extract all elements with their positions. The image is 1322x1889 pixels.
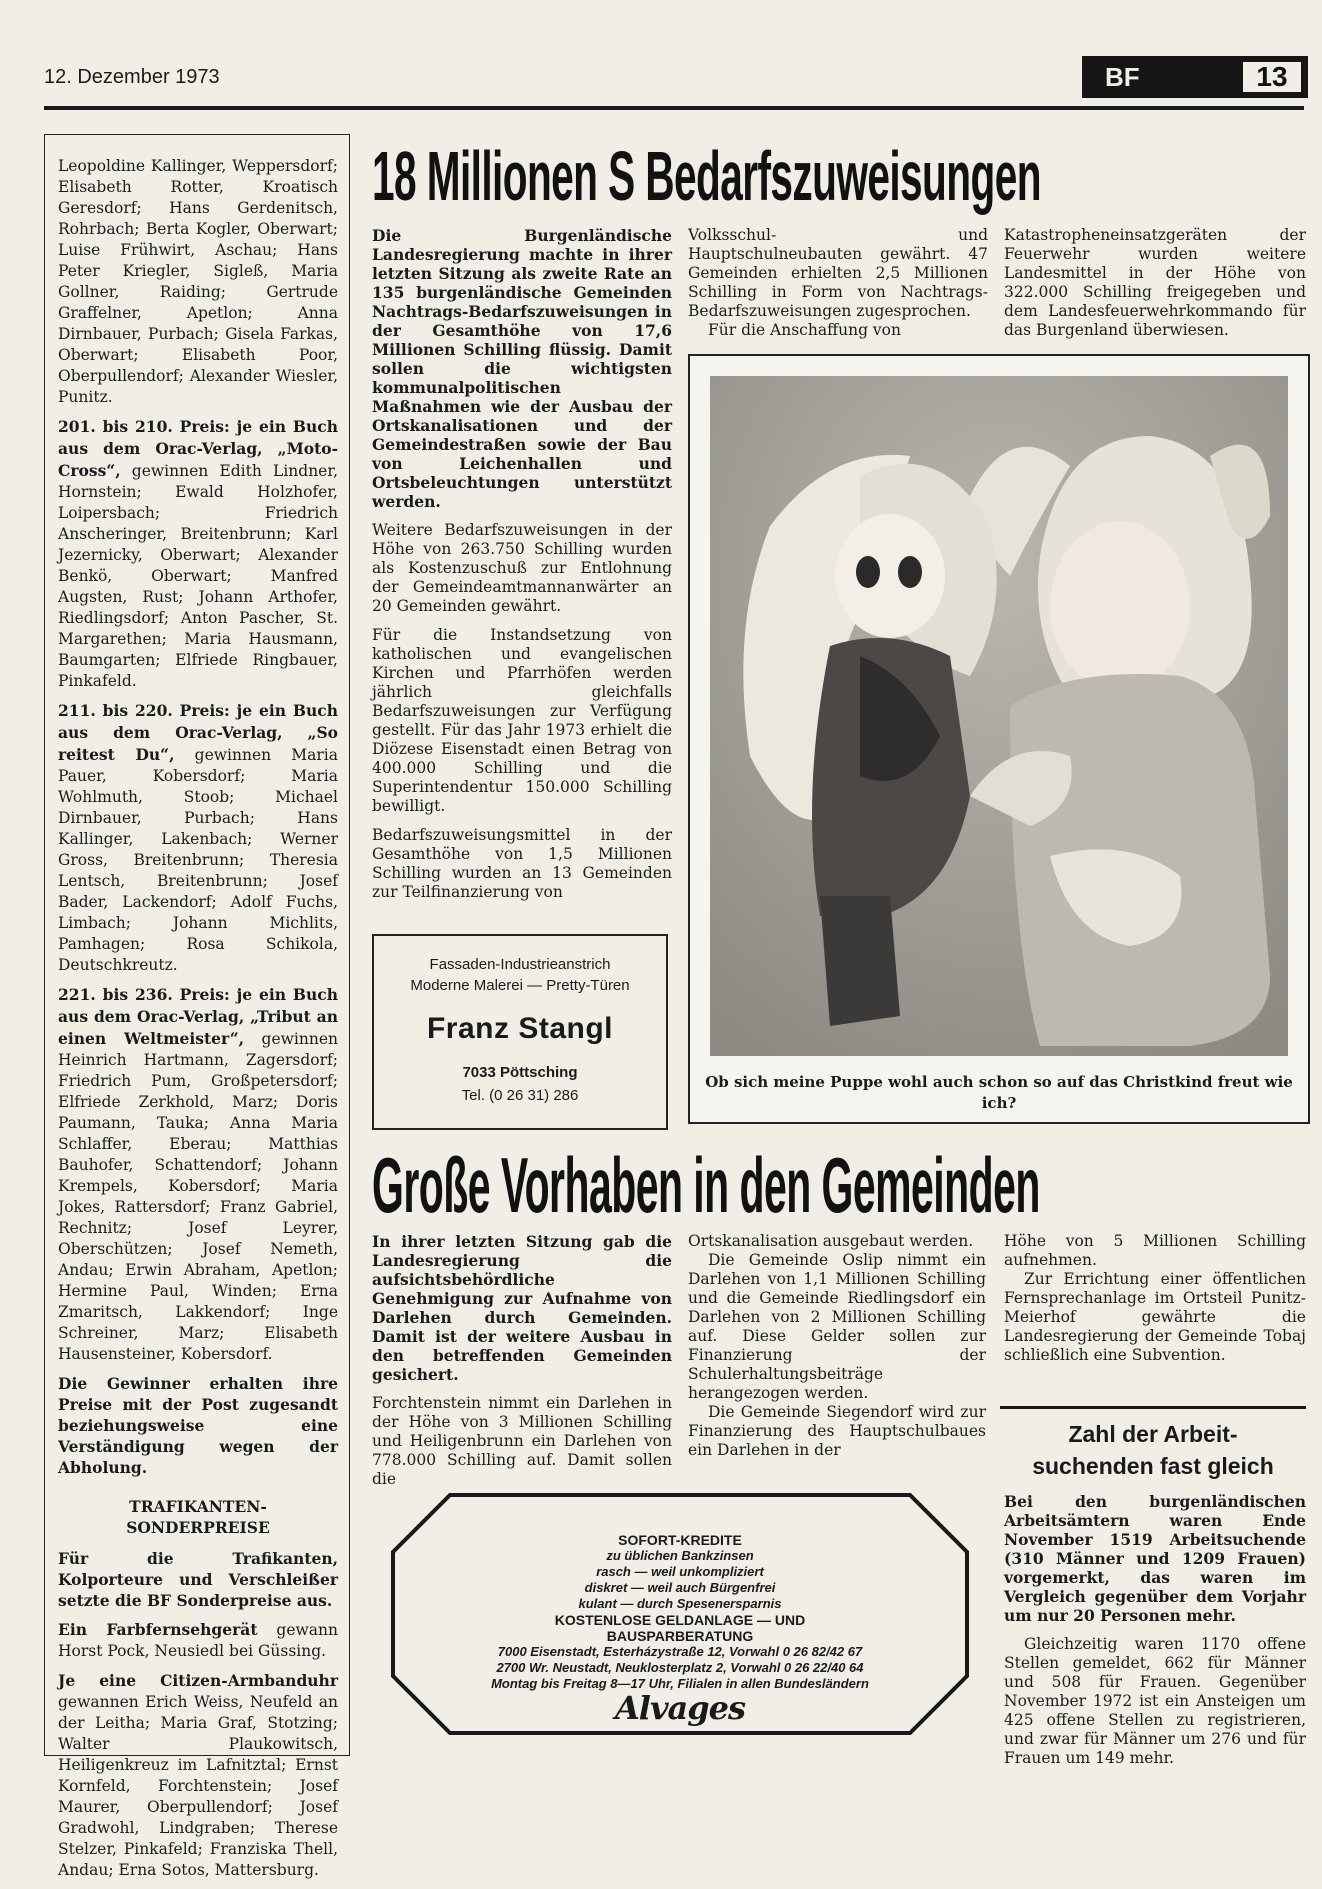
trafik-prize-winners: gewannen Erich Weiss, Neufeld an der Leitha; Maria Graf, Stotzing; Walter Plaukowitsch, Heiligenkreuz im Lafnitztal; Ernst Kornfeld, Forchtenstein; Josef Maurer, Oberpullendorf; Josef Gradwohl, Lindgraben; Therese Stelzer, Pinkafeld; Franziska Thell, Andau; Erna Sotos, Mattersburg. — [58, 1693, 338, 1879]
ad-company-name: Franz Stangl — [426, 1012, 613, 1045]
advertisement-credit — [390, 1492, 970, 1736]
article-column — [1004, 226, 1306, 350]
article-column — [372, 1232, 672, 1499]
article-paragraph: Weitere Bedarfszuweisungen in der Höhe von 263.750 Schilling wurden als Kostenzuschuß zur Entlohnung der Gemeindeamtmannanwärter an 20 Gemeinden gewährt. — [372, 521, 672, 615]
prize-winners: gewinnen Maria Pauer, Kobersdorf; Maria Wohlmuth, Stoob; Michael Dirnbauer, Purbach; Hans Kallinger, Lakenbach; Werner Gross, Breitenbrunn; Theresia Lentsch, Breitenbrunn; Josef Bader, Lackendorf; Adolf Fuchs, Limbach; Johann Michlits, Pamhagen; Rosa Schikola, Deutschkreutz. — [58, 746, 339, 974]
article-headline — [1000, 1418, 1306, 1482]
article-lead: In ihrer letzten Sitzung gab die Landesregierung die aufsichtsbehördliche Genehmigung zur Aufnahme von Darlehen durch Gemeinden. Damit ist der weitere Ausbau in den betreffenden Gemeinden gesichert. — [372, 1232, 672, 1384]
ad-line: KOSTENLOSE GELDANLAGE — UND BAUSPARBERATUNG — [554, 1612, 806, 1644]
article-paragraph: Katastropheneinsatzgeräten der Feuerwehr wurden weitere Landesmittel in der Höhe von 322.000 Schilling freigegeben und dem Landesfeuerwehrkommando für das Burgenland überwiesen. — [1004, 226, 1306, 339]
ad-title: SOFORT-KREDITE — [618, 1532, 742, 1548]
left-column — [58, 156, 338, 1889]
header-rule — [44, 106, 1304, 110]
section-badge — [1082, 56, 1308, 98]
trafik-prize-winners: gewann Horst Pock, Neusiedl bei Güssing. — [58, 1621, 338, 1660]
ad-city: 7033 Pöttsching — [462, 1064, 578, 1081]
ad-line: Fassaden-Industrieanstrich — [429, 956, 611, 973]
article-column — [688, 1232, 986, 1460]
trafik-prize-paragraph — [58, 1670, 338, 1881]
article-paragraph: Für die Instandsetzung von katholischen und evangelischen Kirchen und Pfarrhöfen werden jährlich gleichfalls Bedarfszuweisungen zur Verfügung gestellt. Für das Jahr 1973 erhielt die Diözese Eisenstadt einen Betrag von 400.000 Schilling und die Superintendentur 150.000 Schilling bewilligt. — [372, 626, 672, 815]
prize-winners: gewinnen Heinrich Hartmann, Zagersdorf; Friedrich Pum, Großpetersdorf; Elfriede Zerkhold, Marz; Doris Paumann, Tauka; Anna Maria Schlaffer, Eberau; Matthias Bauhofer, Schattendorf; Johann Krempels, Kobersdorf; Maria Jokes, Rattersdorf; Franz Gabriel, Rechnitz; Josef Leyrer, Oberschützen; Josef Nemeth, Andau; Erwin Abraham, Apetlon; Hermine Paul, Winden; Erna Zmaritsch, Lakkendorf; Inge Schreiner, Marz; Elisabeth Hausensteiner, Kobersdorf. — [58, 1030, 339, 1363]
photo-frame — [688, 354, 1310, 1124]
trafik-prize-title: Ein Farbfernsehgerät — [58, 1620, 258, 1639]
issue-date: 12. Dezember 1973 — [44, 66, 220, 88]
article-paragraph: Die Gemeinde Oslip nimmt ein Darlehen von 1,1 Millionen Schilling und die Gemeinde Riedlingsdorf ein Darlehen von 2 Millionen Schilling auf. Diese Gelder sollen zur Finanzierung der Schulerhaltungsbeiträge herangezogen werden. — [688, 1251, 986, 1402]
winner-list-paragraph: Leopoldine Kallinger, Weppersdorf; Elisabeth Rotter, Kroatisch Geresdorf; Hans Gerdenitsch, Rohrbach; Berta Kogler, Oberwart; Luise Frühwirt, Aschau; Hans Peter Kriegler, Sigleß, Maria Gollner, Raiding; Gertrude Graffelner, Apetlon; Anna Dirnbauer, Purbach; Gisela Farkas, Oberwart; Elisabeth Poor, Oberpullendorf; Alexander Wiesler, Punitz. — [58, 157, 338, 406]
article-paragraph: Gleichzeitig waren 1170 offene Stellen gemeldet, 662 für Männer und 508 für Frauen. Gegenüber November 1972 ist ein Ansteigen um 425 offene Stellen zu registrieren, und zwar für Männer um 276 und für Frauen um 149 mehr. — [1004, 1635, 1306, 1767]
ad-text — [480, 1532, 880, 1727]
article-paragraph: Forchtenstein nimmt ein Darlehen in der Höhe von 3 Millionen Schilling und Heiligenbrunn ein Darlehen von 778.000 Schilling auf. Damit sollen die — [372, 1394, 672, 1488]
prize-title: 211. bis 220. Preis: je ein Buch aus dem Orac-Verlag, „So reitest Du“, — [58, 701, 338, 764]
article-paragraph: Bedarfszuweisungsmittel in der Gesamthöhe von 1,5 Millionen Schilling wurden an 13 Gemeinden zur Teilfinanzierung von — [372, 826, 672, 901]
ad-line: diskret — weil auch Bürgenfrei — [584, 1580, 776, 1595]
article-paragraph: Die Gemeinde Siegendorf wird zur Finanzierung des Hauptschulbaues ein Darlehen in der — [688, 1403, 986, 1459]
trafik-intro: Für die Trafikanten, Kolporteure und Verschleißer setzte die BF Sonderpreise aus. — [58, 1549, 338, 1610]
prize-paragraph — [58, 700, 338, 976]
headline-line: Zahl der Arbeit- — [1068, 1421, 1238, 1447]
article-column — [1004, 1232, 1306, 1365]
girl-with-doll-photo — [710, 376, 1288, 1056]
article-headline: 18 Millionen S Bedarfszuweisungen — [372, 137, 1041, 215]
photo-illustration — [710, 376, 1288, 1056]
prize-title: 201. bis 210. Preis: je ein Buch aus dem Orac-Verlag, „Moto-Cross“, — [58, 417, 338, 480]
article-paragraph: Für die Anschaffung von — [708, 321, 901, 339]
winners-notice: Die Gewinner erhalten ihre Preise mit der Post zugesandt beziehungsweise eine Verständigung wegen der Abholung. — [58, 1374, 338, 1477]
article-lead: Die Burgenländische Landesregierung machte in ihrer letzten Sitzung als zweite Rate an 135 burgenländische Gemeinden Nachtrags-Bedarfszuweisungen in der Gesamthöhe von 17,6 Millionen Schilling flüssig. Damit sollen die wichtigsten kommunalpolitischen Maßnahmen wie der Ausbau der Ortskanalisationen und der Gemeindestraßen sowie der Bau von Leichenhallen und Ortsbeleuchtungen unterstützt werden. — [372, 226, 672, 511]
ad-line: Montag bis Freitag 8—17 Uhr, Filialen in allen Bundesländern — [491, 1676, 869, 1691]
article-column — [688, 226, 988, 340]
ad-line: rasch — weil unkompliziert — [596, 1564, 764, 1579]
trafik-prize-title: Je eine Citizen-Armbanduhr — [58, 1671, 338, 1690]
trafik-prize-paragraph — [58, 1619, 338, 1662]
ad-line: zu üblichen Bankzinsen — [606, 1548, 754, 1563]
trafik-heading: TRAFIKANTEN-SONDERPREISE — [126, 1497, 270, 1537]
article-column — [1004, 1492, 1306, 1778]
ad-brand-logo: Alvages — [614, 1689, 746, 1727]
article-column — [372, 226, 672, 912]
article-paragraph: Volksschul- und Hauptschulneubauten gewährt. 47 Gemeinden erhielten 2,5 Millionen Schilling in Form von Nachtrags-Bedarfszuweisungen zugesprochen. — [688, 226, 988, 320]
ad-line: 2700 Wr. Neustadt, Neuklosterplatz 2, Vorwahl 0 26 22/40 64 — [496, 1660, 864, 1675]
ad-phone: Tel. (0 26 31) 286 — [461, 1087, 579, 1104]
ad-line: Moderne Malerei — Pretty-Türen — [410, 977, 630, 994]
photo-caption: Ob sich meine Puppe wohl auch schon so auf das Christkind freut wie ich? — [705, 1073, 1293, 1112]
section-rule — [1000, 1406, 1306, 1409]
headline-line: suchenden fast gleich — [1032, 1453, 1274, 1479]
ad-line: 7000 Eisenstadt, Esterházystraße 12, Vorwahl 0 26 82/42 67 — [497, 1644, 863, 1659]
page-number: 13 — [1243, 62, 1301, 92]
article-paragraph: Zur Errichtung einer öffentlichen Fernsprechanlage im Ortsteil Punitz-Meierhof gewährte die Landesregierung der Gemeinde Tobaj schließlich eine Subvention. — [1004, 1270, 1306, 1364]
article-paragraph: Ortskanalisation ausgebaut werden. — [688, 1232, 974, 1250]
prize-winners: gewinnen Edith Lindner, Hornstein; Ewald Holzhofer, Loipersbach; Friedrich Anscheringer, Breitenbrunn; Karl Jezernicky, Oberwart; Alexander Benkö, Oberwart; Manfred Augsten, Rust; Johann Arthofer, Riedlingsdorf; Anton Pascher, St. Margarethen; Maria Hausmann, Baumgarten; Elfriede Ringbauer, Pinkafeld. — [58, 462, 338, 690]
prize-paragraph — [58, 416, 338, 692]
ad-line: kulant — durch Spesenersparnis — [578, 1596, 782, 1611]
advertisement-painter — [372, 934, 668, 1130]
prize-paragraph — [58, 984, 338, 1365]
article-headline: Große Vorhaben in den Gemeinden — [372, 1141, 1040, 1229]
prize-title: 221. bis 236. Preis: je ein Buch aus dem Orac-Verlag, „Tribut an einen Weltmeister“, — [58, 985, 338, 1048]
article-lead: Bei den burgenländischen Arbeitsämtern waren Ende November 1519 Arbeitsuchende (310 Männer und 1209 Frauen) vorgemerkt, das waren im Vergleich gegenüber dem Vorjahr um nur 20 Personen mehr. — [1004, 1492, 1306, 1625]
section-code: BF — [1105, 62, 1140, 92]
article-paragraph: Höhe von 5 Millionen Schilling aufnehmen. — [1004, 1232, 1306, 1269]
